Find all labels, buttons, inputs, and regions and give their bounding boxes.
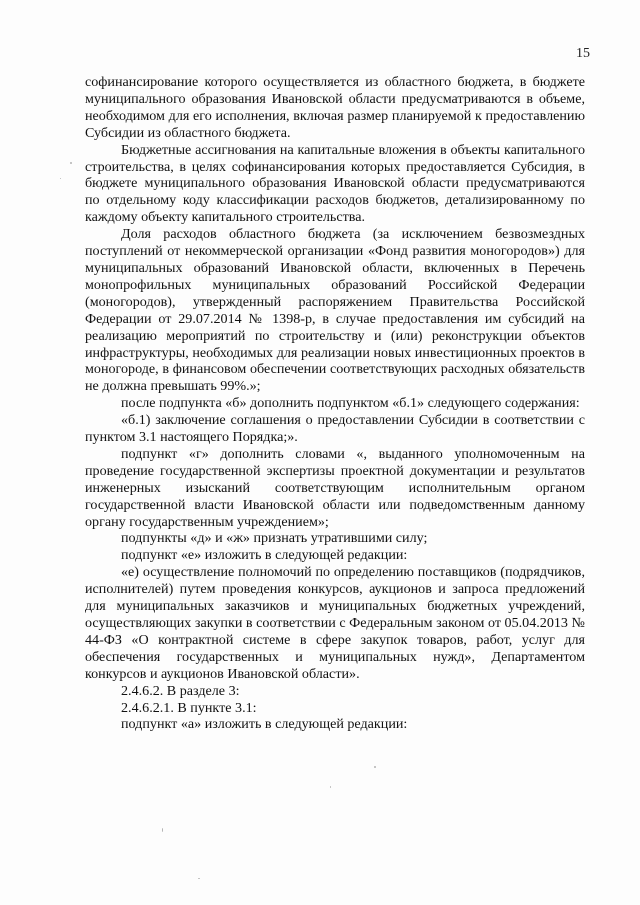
paragraph-subitem-b1-text: «б.1) заключение соглашения о предоставлении Субсидии в соответствии с пунктом 3.1 настоящего Порядка;». (85, 412, 585, 446)
paragraph-subitem-g-amendment: подпункт «г» дополнить словами «, выданного уполномоченным на проведение государственной экспертизы проектной документации и результатов инженерных изысканий соответствующим исполнительным органом государственной власти Ивановской области или подведомственным данному органу государственным учреждением»; (85, 445, 585, 530)
paragraph-section-2-4-6-2: 2.4.6.2. В разделе 3: (121, 682, 240, 699)
paragraph-regional-budget-share: Доля расходов областного бюджета (за исключением безвозмездных поступлений от некоммерческой организации «Фонд развития моногородов») для муниципальных образований Ивановской области, включенных в Перечень монопрофильных муниципальных образований Российской Федерации (моногородов), утвержденный распоряжением Правительства Российской Федерации от 29.07.2014 № 1398-р, в случае предоставления им субсидий на реализацию мероприятий по строительству и (или) реконструкции объектов инфраструктуры, необходимых для реализации новых инвестиционных проектов в моногороде, в финансовом обеспечении соответствующих расходных обязательств не должна превышать 99%.»; (85, 226, 585, 395)
paragraph-subitem-a-new-wording: подпункт «а» изложить в следующей редакции: (121, 716, 408, 733)
scan-speck (330, 786, 331, 788)
scan-speck (70, 162, 72, 164)
paragraph-section-2-4-6-2-1: 2.4.6.2.1. В пункте 3.1: (121, 699, 257, 716)
paragraph-add-subitem-b1: после подпункта «б» дополнить подпунктом «б.1» следующего содержания: (121, 395, 580, 412)
scan-speck (374, 766, 376, 768)
scan-speck (60, 178, 61, 179)
paragraph-subitem-e-text: «е) осуществление полномочий по определению поставщиков (подрядчиков, исполнителей) путем проведения конкурсов, аукционов и запроса предложений для муниципальных заказчиков и муниципальных бюджетных учреждений, осуществляющих закупки в соответствии с Федеральным законом от 05.04.2013 № 44-ФЗ «О контрактной системе в сфере закупок товаров, работ, услуг для обеспечения государственных и муниципальных нужд», Департаментом конкурсов и аукционов Ивановской области». (85, 564, 585, 682)
page-number: 15 (576, 46, 590, 61)
scan-speck (162, 828, 163, 832)
paragraph-budget-allocations: Бюджетные ассигнования на капитальные вложения в объекты капитального строительства, в целях софинансирования которых предоставляется Субсидия, в бюджете муниципального образования Ивановской области предусматриваются по отдельному коду классификации расходов бюджетов, детализированному по каждому объекту капитального строительства. (85, 141, 585, 226)
paragraph-subitem-e-new-wording: подпункт «е» изложить в следующей редакции: (121, 547, 408, 564)
document-body (85, 74, 585, 733)
paragraph-subitems-d-zh-repealed: подпункты «д» и «ж» признать утратившими силу; (121, 530, 428, 547)
paragraph-cofinancing: софинансирование которого осуществляется из областного бюджета, в бюджете муниципального образования Ивановской области предусматриваются в объеме, необходимом для его исполнения, включая размер планируемой к предоставлению Субсидии из областного бюджета. (85, 74, 585, 141)
scan-speck (198, 878, 200, 879)
